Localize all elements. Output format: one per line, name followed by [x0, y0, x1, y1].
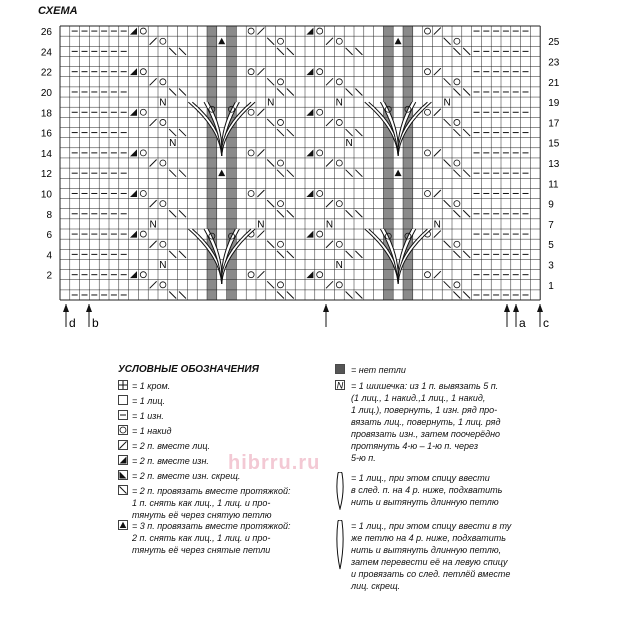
legend-text: = 2 п. вместе лиц. [132, 441, 211, 451]
row-number-left: 10 [40, 189, 52, 201]
yarn-over-mark [454, 201, 460, 207]
ssk-mark [444, 78, 451, 85]
legend-text: нить и вытянуть длинную петлю [351, 497, 499, 507]
ssk-mark [355, 48, 362, 55]
yarn-over-mark [425, 190, 431, 196]
bobble-mark: N [257, 219, 265, 231]
legend-text: = 3 п. провязать вместе протяжкой: [132, 521, 291, 531]
p2tog-mark [306, 28, 313, 35]
legend-text: же петлю на 4 р. ниже, подхватить [351, 533, 506, 543]
k2tog-mark [150, 78, 157, 85]
yarn-over-mark [160, 79, 166, 85]
ssk-mark [355, 170, 362, 177]
ssk-mark [346, 88, 353, 95]
row-number-right: 1 [548, 280, 554, 292]
legend-text: 1 п. снять как лиц., 1 лиц. и про- [132, 498, 271, 508]
row-number-left: 14 [40, 148, 52, 160]
legend-text: затем перевести её на левую спицу [351, 557, 508, 567]
k2tog-icon [118, 440, 128, 450]
yarn-over-mark [140, 69, 146, 75]
ssk-mark [267, 160, 274, 167]
row-number-left: 20 [40, 87, 52, 99]
row-number-right: 15 [548, 138, 560, 150]
legend-text: (1 лиц., 1 накид.,1 лиц., 1 накид, [351, 393, 486, 403]
yarn-over-mark [336, 38, 342, 44]
yarn-over-mark [425, 28, 431, 34]
long-stitch-icon [335, 472, 345, 510]
ssk-mark [267, 200, 274, 207]
yarn-over-mark [454, 160, 460, 166]
arrow-head [86, 304, 92, 312]
repeat-arrow-label: b [92, 316, 99, 331]
yarn-over-mark [278, 241, 284, 247]
yarn-over-mark [160, 38, 166, 44]
p2tog-mark [130, 190, 137, 197]
no-stitch-icon [335, 364, 345, 374]
ssk-mark [453, 88, 460, 95]
legend-text: = 1 кром. [132, 381, 171, 391]
repeat-arrow-label: a [519, 316, 526, 331]
k2tog-mark [326, 200, 333, 207]
p2tog-icon [118, 455, 128, 465]
p2tog-mark [130, 149, 137, 156]
legend-text: = нет петли [351, 365, 406, 375]
ssk-mark [277, 170, 284, 177]
row-number-left: 6 [46, 230, 52, 242]
yarn-over-mark [454, 38, 460, 44]
legend-text: = 1 изн. [132, 411, 164, 421]
yarn-over-mark [278, 160, 284, 166]
yarn-over-mark [454, 79, 460, 85]
k2tog-mark [434, 28, 441, 35]
sk2p-mark [218, 170, 225, 177]
k2tog-mark [326, 119, 333, 126]
ssk-mark [287, 251, 294, 258]
arrow-head [537, 304, 543, 312]
ssk-mark [453, 210, 460, 217]
ssk-mark [169, 291, 176, 298]
k2tog-mark [257, 231, 264, 238]
row-number-left: 12 [40, 169, 52, 181]
arrow-head [513, 304, 519, 312]
p2tog-mark [306, 109, 313, 116]
ssk-mark [287, 129, 294, 136]
yarn-over-mark [140, 190, 146, 196]
ssk-mark [355, 88, 362, 95]
ssk-mark [179, 291, 186, 298]
ssk-mark [444, 38, 451, 45]
row-number-right: 17 [548, 118, 560, 130]
legend-text: = 1 шишечка: из 1 п. вывязать 5 п. [351, 381, 499, 391]
yarn-over-mark [317, 28, 323, 34]
bobble-icon [335, 380, 345, 390]
row-number-right: 13 [548, 159, 560, 171]
yarn-over-mark [425, 109, 431, 115]
ssk-mark [444, 200, 451, 207]
k2tog-mark [434, 109, 441, 116]
yarn-over-mark [317, 109, 323, 115]
yarn-over-mark [278, 38, 284, 44]
ssk-mark [277, 251, 284, 258]
legend-text: тянуть её через снятую петлю [132, 510, 272, 520]
row-number-left: 18 [40, 108, 52, 120]
p2tog-mark [306, 231, 313, 238]
ssk-mark [267, 38, 274, 45]
k2tog-mark [150, 160, 157, 167]
yarn-over-mark [160, 119, 166, 125]
legend-text: лиц. скрещ. [351, 581, 401, 591]
chart-title: СХЕМА [38, 5, 78, 17]
ssk-mark [453, 170, 460, 177]
row-number-left: 16 [40, 128, 52, 140]
row-number-right: 23 [548, 57, 560, 69]
ssk-mark [444, 281, 451, 288]
yarn-over-mark [140, 150, 146, 156]
legend-text: нить и вытянуть длинную петлю, [351, 545, 502, 555]
ssk-mark [355, 129, 362, 136]
ssk-mark [463, 210, 470, 217]
yarn-over-mark [336, 160, 342, 166]
repeat-arrow-label: c [543, 316, 549, 331]
knit-icon [118, 395, 128, 405]
k2tog-mark [150, 119, 157, 126]
ssk-mark [463, 291, 470, 298]
ssk-mark [287, 48, 294, 55]
arrow-head [504, 304, 510, 312]
k2tog-mark [434, 271, 441, 278]
ssk-mark [453, 291, 460, 298]
legend-text: 2 п. снять как лиц., 1 лиц. и про- [132, 533, 271, 543]
k2tog-mark [257, 68, 264, 75]
ssk-mark [287, 291, 294, 298]
p2tog-mark [130, 271, 137, 278]
ssk-mark [179, 88, 186, 95]
selvage-icon [118, 380, 128, 390]
yarn-over-mark [248, 190, 254, 196]
bobble-mark: N [335, 260, 343, 272]
row-number-left: 8 [46, 209, 52, 221]
legend-text: провязать изн., затем поочерёдно [351, 429, 501, 439]
yarn-over-mark [278, 282, 284, 288]
k2tog-mark [257, 149, 264, 156]
ssk-mark [267, 281, 274, 288]
ssk-mark [267, 241, 274, 248]
ssk-mark [346, 170, 353, 177]
k2tog-mark [150, 38, 157, 45]
ssk-mark [355, 251, 362, 258]
ssk-icon [118, 485, 128, 495]
yarn-over-mark [317, 190, 323, 196]
ssk-mark [267, 78, 274, 85]
ssk-mark [346, 48, 353, 55]
k2tog-mark [257, 190, 264, 197]
yarn-over-mark [160, 160, 166, 166]
bobble-mark: N [159, 97, 167, 109]
legend-text: = 1 лиц. [132, 396, 165, 406]
yarn-over-mark [336, 119, 342, 125]
bobble-mark: N [159, 260, 167, 272]
row-number-left: 2 [46, 270, 52, 282]
bobble-mark: N [345, 138, 353, 150]
p2tog-mark [130, 231, 137, 238]
ssk-mark [287, 170, 294, 177]
ssk-mark [463, 170, 470, 177]
yarn-over-mark [160, 241, 166, 247]
bobble-mark: N [169, 138, 177, 150]
ssk-mark [179, 251, 186, 258]
bobble-mark: N [443, 97, 451, 109]
legend-text: тянуть её через снятые петли [132, 545, 271, 555]
ssk-mark [169, 170, 176, 177]
yarn-over-mark [278, 119, 284, 125]
purl-icon [118, 410, 128, 420]
p2tog-mark [306, 68, 313, 75]
yarn-over-mark [140, 109, 146, 115]
ssk-mark [346, 129, 353, 136]
yarn-over-mark [140, 231, 146, 237]
arrow-head [63, 304, 69, 312]
k2tog-mark [257, 109, 264, 116]
ssk-mark [444, 119, 451, 126]
legend-text: 5-ю п. [351, 453, 376, 463]
ssk-mark [355, 291, 362, 298]
k2tog-mark [326, 38, 333, 45]
ssk-mark [355, 210, 362, 217]
ssk-mark [463, 88, 470, 95]
ssk-mark [277, 129, 284, 136]
row-number-left: 4 [46, 250, 52, 262]
watermark: hibrru.ru [228, 452, 321, 474]
bobble-mark: N [267, 97, 275, 109]
yarn-over-mark [317, 272, 323, 278]
sk2p-mark [395, 38, 402, 45]
yarn-over-mark [454, 282, 460, 288]
k2tog-mark [257, 28, 264, 35]
bobble-mark: N [325, 219, 334, 231]
k2tog-mark [257, 271, 264, 278]
yarn-over-mark [248, 109, 254, 115]
row-number-right: 9 [548, 199, 554, 211]
ssk-mark [267, 119, 274, 126]
k2tog-mark [434, 149, 441, 156]
legend-text: = 2 п. вместе изн. [132, 456, 209, 466]
row-number-right: 7 [548, 219, 554, 231]
bobble-mark: N [149, 219, 157, 231]
ssk-mark [346, 291, 353, 298]
ssk-mark [169, 129, 176, 136]
legend-text: = 2 п. провязать вместе протяжкой: [132, 486, 291, 496]
k2tog-mark [150, 200, 157, 207]
yarn-over-mark [317, 150, 323, 156]
k2tog-mark [326, 160, 333, 167]
yarn-over-mark [278, 79, 284, 85]
yarn-over-mark [140, 28, 146, 34]
k2tog-mark [434, 231, 441, 238]
legend-text: 1 лиц.), повернуть, 1 изн. ряд про- [351, 405, 498, 415]
bobble-mark: N [335, 97, 343, 109]
ssk-mark [169, 48, 176, 55]
ssk-mark [346, 251, 353, 258]
k2tog-mark [150, 281, 157, 288]
ssk-mark [453, 48, 460, 55]
ssk-mark [277, 210, 284, 217]
ssk-mark [463, 251, 470, 258]
k2tog-mark [150, 241, 157, 248]
yarn-over-mark [140, 272, 146, 278]
yarn-over-mark [160, 282, 166, 288]
p2tog-mark [306, 190, 313, 197]
p2tog-tbl-icon [118, 470, 128, 480]
legend-text: протянуть 4-ю – 1-ю п. через [351, 441, 479, 451]
yarn-over-mark [454, 241, 460, 247]
ssk-mark [346, 210, 353, 217]
yarn-over-mark [425, 150, 431, 156]
sk2p-mark [395, 170, 402, 177]
yarn-over-mark [425, 69, 431, 75]
legend-heading: УСЛОВНЫЕ ОБОЗНАЧЕНИЯ [118, 364, 259, 375]
ssk-mark [444, 160, 451, 167]
yarn-over-mark [317, 231, 323, 237]
k2tog-mark [326, 281, 333, 288]
sk2p-icon [118, 520, 128, 530]
legend-text: = 1 накид [132, 426, 172, 436]
legend-text: вязать лиц., повернуть, 1 лиц. ряд [351, 417, 501, 427]
row-number-left: 22 [40, 67, 52, 79]
ssk-mark [453, 251, 460, 258]
k2tog-mark [326, 241, 333, 248]
long-stitch-cross-icon [335, 520, 345, 570]
ssk-mark [463, 48, 470, 55]
svg-text:N: N [336, 380, 344, 390]
yarn-over-mark [317, 69, 323, 75]
yarn-over-mark [160, 201, 166, 207]
ssk-mark [179, 129, 186, 136]
sk2p-mark [218, 38, 225, 45]
row-number-right: 19 [548, 98, 560, 110]
ssk-mark [179, 170, 186, 177]
yarn-over-mark [336, 282, 342, 288]
p2tog-mark [306, 149, 313, 156]
p2tog-mark [306, 271, 313, 278]
p2tog-mark [130, 109, 137, 116]
row-number-right: 3 [548, 260, 554, 272]
p2tog-mark [130, 68, 137, 75]
ssk-mark [169, 251, 176, 258]
legend-text: = 1 лиц., при этом спицу ввести в ту [351, 521, 512, 531]
k2tog-mark [326, 78, 333, 85]
ssk-mark [453, 129, 460, 136]
yarn-over-mark [425, 272, 431, 278]
row-number-right: 21 [548, 77, 560, 89]
ssk-mark [277, 88, 284, 95]
yarn-over-mark [248, 150, 254, 156]
legend-text: = 1 лиц., при этом спицу ввести [351, 473, 490, 483]
arrow-head [323, 304, 329, 312]
ssk-mark [444, 241, 451, 248]
ssk-mark [169, 210, 176, 217]
yarn-over-icon [118, 425, 128, 435]
yarn-over-mark [454, 119, 460, 125]
bobble-mark: N [433, 219, 441, 231]
row-number-left: 26 [40, 27, 52, 39]
yarn-over-mark [336, 201, 342, 207]
ssk-mark [287, 210, 294, 217]
ssk-mark [277, 291, 284, 298]
ssk-mark [179, 210, 186, 217]
ssk-mark [463, 129, 470, 136]
repeat-arrow-label: d [69, 316, 76, 331]
legend-text: = 2 п. вместе изн. скрещ. [132, 471, 241, 481]
yarn-over-mark [248, 272, 254, 278]
legend-text: и провязать со след. петлёй вместе [351, 569, 511, 579]
k2tog-mark [434, 190, 441, 197]
ssk-mark [179, 48, 186, 55]
row-number-right: 5 [548, 240, 554, 252]
row-number-left: 24 [40, 47, 52, 59]
yarn-over-mark [278, 201, 284, 207]
legend-text: в след. п. на 4 р. ниже, подхватить [351, 485, 503, 495]
row-number-right: 11 [548, 179, 559, 191]
yarn-over-mark [336, 79, 342, 85]
yarn-over-mark [248, 69, 254, 75]
ssk-mark [169, 88, 176, 95]
yarn-over-mark [336, 241, 342, 247]
yarn-over-mark [248, 28, 254, 34]
row-number-right: 25 [548, 37, 560, 49]
p2tog-mark [130, 28, 137, 35]
ssk-mark [277, 48, 284, 55]
ssk-mark [287, 88, 294, 95]
k2tog-mark [434, 68, 441, 75]
